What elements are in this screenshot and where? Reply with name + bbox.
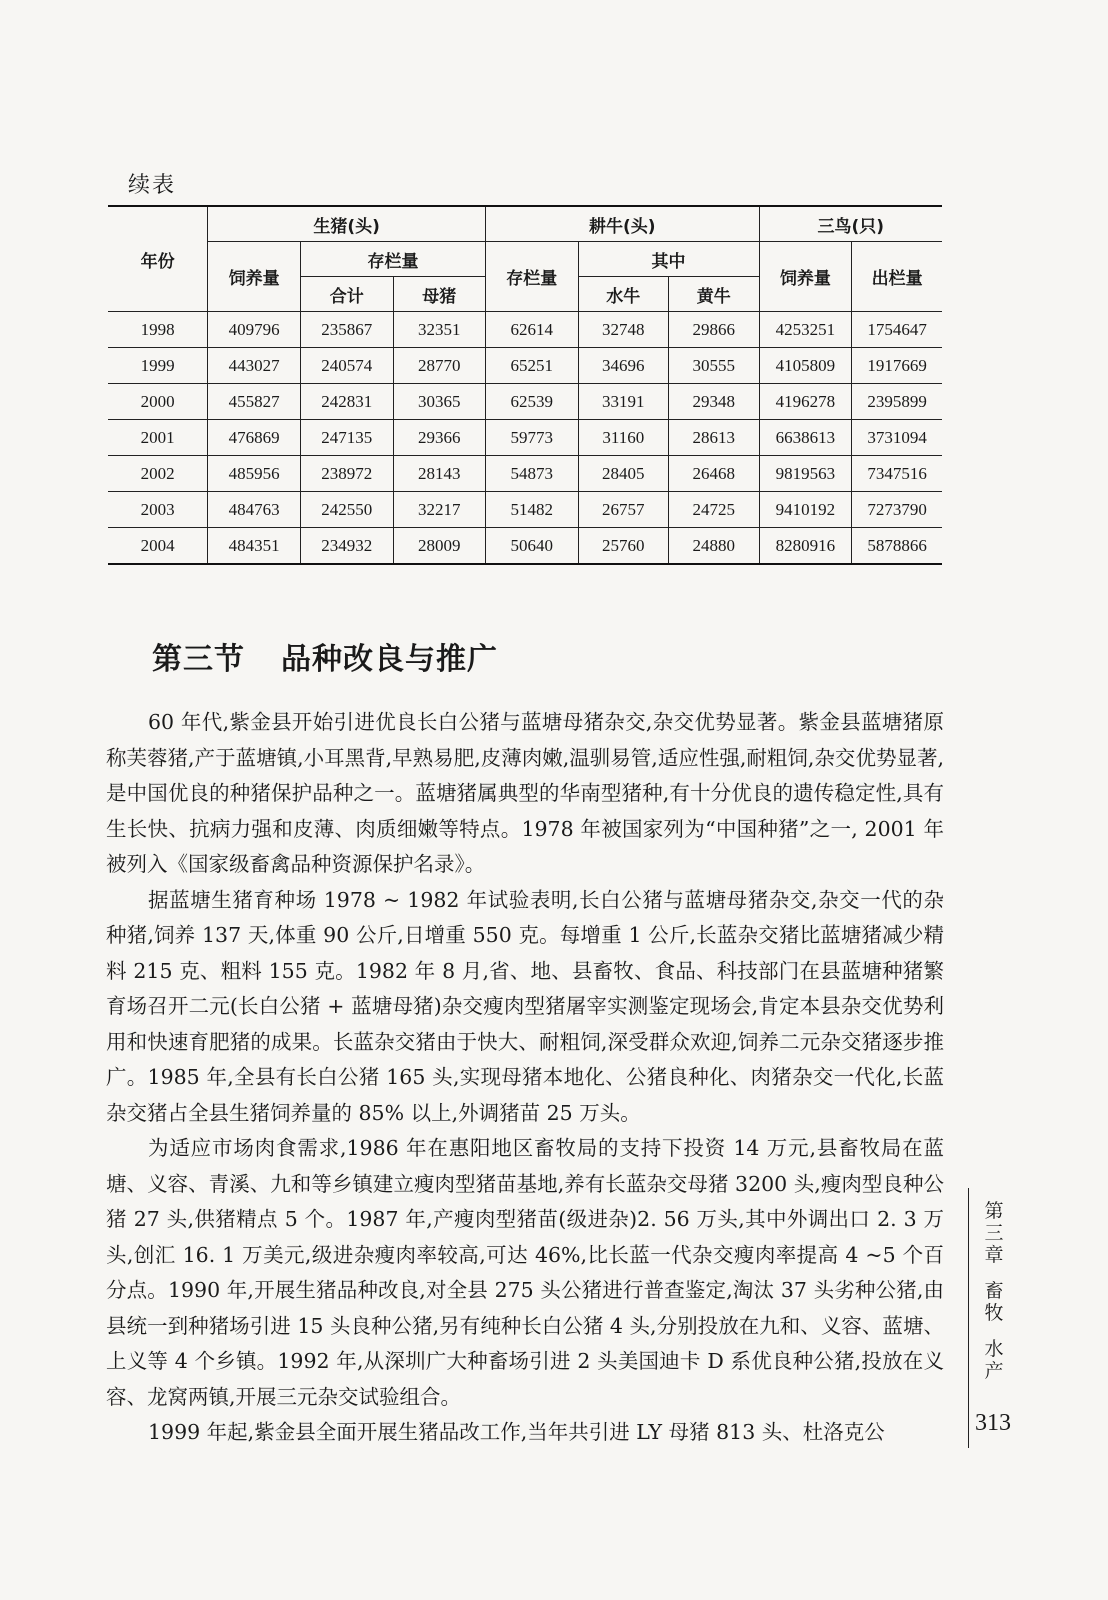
table-cell: 28143 [393,456,486,492]
table-cell: 32351 [393,312,486,348]
topic-char: 产 [984,1360,1004,1382]
page-number: 313 [975,1410,1011,1436]
table-cell: 7347516 [852,456,942,492]
running-chapter-header [980,1200,1008,1396]
table-cell: 62539 [486,384,579,420]
header-cattle-of-which: 其中 [578,242,759,277]
table-cell: 7273790 [852,492,942,528]
header-birds-group: 三鸟(只) [759,206,942,242]
table-cell: 51482 [486,492,579,528]
table-cell: 1998 [108,312,208,348]
table-cell: 1754647 [852,312,942,348]
paragraph: 为适应市场肉食需求,1986 年在惠阳地区畜牧局的支持下投资 14 万元,县畜牧局在蓝塘、义容、青溪、九和等乡镇建立瘦肉型猪苗基地,养有长蓝杂交母猪 3200 头,瘦肉型良种公猪 27 头,供猪精点 5 个。1987 年,产瘦肉型猪苗(级进杂)2. 56 万头,其中外调出口 2. 3 万头,创汇 16. 1 万美元,级进杂瘦肉率较高,可达 46%,比长蓝一代杂交瘦肉率提高 4 ~5 个百分点。1990 年,开展生猪品种改良,对全县 275 头公猪进行普查鉴定,淘汰 37 头劣种公猪,由县统一到种猪场引进 15 头良种公猪,另有纯种长白公猪 4 头,分别投放在九和、义容、蓝塘、上义等 4 个乡镇。1992 年,从深圳广大种畜场引进 2 头美国迪卡 D 系优良种公猪,投放在义容、龙窝两镇,开展三元杂交试验组合。 [106,1136,944,1409]
section-title: 品种改良与推广 [281,642,498,677]
table-row [108,348,942,384]
paragraph: 1999 年起,紫金县全面开展生猪品改工作,当年共引进 LY 母猪 813 头、杜洛克公 [148,1420,885,1444]
table-cell: 2003 [108,492,208,528]
table-cell: 2395899 [852,384,942,420]
table-cell: 484763 [208,492,301,528]
table-cell: 24725 [669,492,760,528]
table-cell: 65251 [486,348,579,384]
table-row [108,492,942,528]
header-pigs-total: 合计 [300,277,393,312]
topic-char: 牧 [984,1302,1004,1324]
table-cell: 29866 [669,312,760,348]
table-cell: 32217 [393,492,486,528]
header-cattle-stock: 存栏量 [486,242,579,312]
table-cell: 24880 [669,528,760,565]
table-cell: 1999 [108,348,208,384]
table-cell: 484351 [208,528,301,565]
table-cell: 476869 [208,420,301,456]
header-cattle-group: 耕牛(头) [486,206,760,242]
table-cell: 247135 [300,420,393,456]
table-cell: 30365 [393,384,486,420]
table-cell: 242550 [300,492,393,528]
table-cell: 34696 [578,348,669,384]
table-cell: 409796 [208,312,301,348]
table-cell: 28009 [393,528,486,565]
table-cell: 33191 [578,384,669,420]
table-row [108,456,942,492]
table-cell: 9410192 [759,492,852,528]
table-cell: 26468 [669,456,760,492]
table-cell: 240574 [300,348,393,384]
table-cell: 5878866 [852,528,942,565]
table-cell: 59773 [486,420,579,456]
topic-char: 水 [984,1338,1004,1360]
header-birds-raised: 饲养量 [759,242,852,312]
table-cell: 443027 [208,348,301,384]
section-number: 第三节 [152,642,245,677]
table-cell: 28770 [393,348,486,384]
table-cell: 8280916 [759,528,852,565]
table-cell: 28405 [578,456,669,492]
table-cell: 234932 [300,528,393,565]
table-cell: 54873 [486,456,579,492]
table-row [108,420,942,456]
table-row [108,528,942,565]
header-pigs-stock: 存栏量 [300,242,485,277]
table-cell: 6638613 [759,420,852,456]
header-pigs-raised: 饲养量 [208,242,301,312]
table-cell: 29348 [669,384,760,420]
table-cell: 9819563 [759,456,852,492]
topic-char: 畜 [984,1280,1004,1302]
table-cell: 28613 [669,420,760,456]
table-row [108,384,942,420]
table-cell: 26757 [578,492,669,528]
margin-rule [968,1188,969,1448]
chapter-char: 三 [984,1222,1004,1244]
paragraph: 60 年代,紫金县开始引进优良长白公猪与蓝塘母猪杂交,杂交优势显著。紫金县蓝塘猪原称芙蓉猪,产于蓝塘镇,小耳黑背,早熟易肥,皮薄肉嫩,温驯易管,适应性强,耐粗饲,杂交优势显著,是中国优良的种猪保护品种之一。蓝塘猪属典型的华南型猪种,有十分优良的遗传稳定性,具有生长快、抗病力强和皮薄、肉质细嫩等特点。1978 年被国家列为“中国种猪”之一, 2001 年被列入《国家级畜禽品种资源保护名录》。 [106,710,944,876]
table-cell: 2002 [108,456,208,492]
header-pigs-sow: 母猪 [393,277,486,312]
table-cell: 2001 [108,420,208,456]
table-cell: 235867 [300,312,393,348]
body-text [106,705,944,1451]
table-cell: 242831 [300,384,393,420]
table-row [108,312,942,348]
table-cell: 4105809 [759,348,852,384]
paragraph: 据蓝塘生猪育种场 1978 ~ 1982 年试验表明,长白公猪与蓝塘母猪杂交,杂交一代的杂种猪,饲养 137 天,体重 90 公斤,日增重 550 克。每增重 1 公斤,长蓝杂交猪比蓝塘猪减少精料 215 克、粗料 155 克。1982 年 8 月,省、地、县畜牧、食品、科技部门在县蓝塘种猪繁育场召开二元(长白公猪 + 蓝塘母猪)杂交瘦肉型猪屠宰实测鉴定现场会,肯定本县杂交优势利用和快速育肥猪的成果。长蓝杂交猪由于快大、耐粗饲,深受群众欢迎,饲养二元杂交猪逐步推广。1985 年,全县有长白公猪 165 头,实现母猪本地化、公猪良种化、肉猪杂交一代化,长蓝杂交猪占全县生猪饲养量的 85% 以上,外调猪苗 25 万头。 [106,887,944,1125]
header-yellow-cattle: 黄牛 [669,277,760,312]
header-birds-out: 出栏量 [852,242,942,312]
table-cell: 455827 [208,384,301,420]
header-buffalo: 水牛 [578,277,669,312]
table-cell: 31160 [578,420,669,456]
header-year: 年份 [108,206,208,312]
table-cell: 62614 [486,312,579,348]
continued-table-label: 续表 [128,173,177,198]
header-pigs-group: 生猪(头) [208,206,486,242]
chapter-char: 章 [984,1244,1004,1266]
table-cell: 30555 [669,348,760,384]
section-heading [152,634,498,678]
livestock-table [108,205,942,565]
table-cell: 238972 [300,456,393,492]
table-cell: 485956 [208,456,301,492]
table-cell: 2004 [108,528,208,565]
table-cell: 3731094 [852,420,942,456]
chapter-char: 第 [984,1200,1004,1222]
table-cell: 4253251 [759,312,852,348]
table-cell: 2000 [108,384,208,420]
table-cell: 32748 [578,312,669,348]
table-cell: 1917669 [852,348,942,384]
table-cell: 25760 [578,528,669,565]
table-cell: 29366 [393,420,486,456]
table-cell: 4196278 [759,384,852,420]
table-cell: 50640 [486,528,579,565]
